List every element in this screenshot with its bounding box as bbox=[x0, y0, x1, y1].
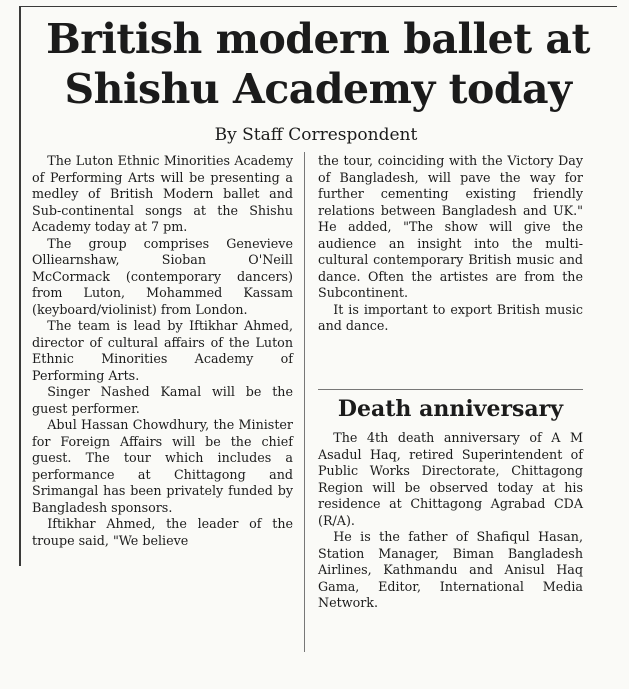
paragraph: The 4th death anniversary of A M Asadul Haq, retired Superintendent of Public Works Directorate, Chittagong Region will be observed today at his residence at Chittagong Agrabad CDA (R/A). bbox=[318, 430, 583, 528]
paragraph: Iftikhar Ahmed, the leader of the troupe said, "We believe bbox=[32, 516, 293, 548]
article-column-2 bbox=[318, 153, 583, 335]
paragraph: The Luton Ethnic Minorities Academy of Performing Arts will be presenting a medley of British Modern ballet and Sub-continental songs at the Shishu Academy today at 7 pm. bbox=[32, 153, 293, 234]
paragraph: The group comprises Genevieve Olliearnshaw, Sioban O'Neill McCormack (contemporary dancers) from Luton, Mohammed Kassam (keyboard/violinist) from London. bbox=[32, 235, 293, 317]
article-column-1 bbox=[32, 153, 293, 549]
column-divider bbox=[304, 152, 305, 652]
headline: British modern ballet at Shishu Academy today bbox=[46, 15, 590, 113]
paragraph: The team is lead by Iftikhar Ahmed, director of cultural affairs of the Luton Ethnic Minorities Academy of Performing Arts. bbox=[32, 318, 293, 383]
top-border-rule bbox=[19, 6, 617, 7]
article-death-anniversary bbox=[318, 430, 583, 612]
section-divider bbox=[318, 389, 583, 390]
subhead-death-anniversary: Death anniversary bbox=[337, 396, 564, 422]
left-border-rule bbox=[19, 6, 21, 566]
paragraph: Abul Hassan Chowdhury, the Minister for Foreign Affairs will be the chief guest. The tour which includes a performance at Chittagong and Srimangal has been privately funded by Bangladesh sponsors. bbox=[32, 417, 293, 515]
paragraph: He is the father of Shafiqul Hasan, Station Manager, Biman Bangladesh Airlines, Kathmandu and Anisul Haq Gama, Editor, International Media Network. bbox=[318, 529, 583, 610]
paragraph: It is important to export British music and dance. bbox=[318, 301, 583, 333]
byline: By Staff Correspondent bbox=[214, 125, 418, 145]
paragraph: Singer Nashed Kamal will be the guest performer. bbox=[32, 384, 293, 416]
paragraph: the tour, coinciding with the Victory Day of Bangladesh, will pave the way for further cementing existing friendly relations between Bangladesh and UK." He added, "The show will give the audience an insight into the multi-cultural contemporary British music and dance. Often the artistes are from the Subcontinent. bbox=[318, 153, 583, 300]
